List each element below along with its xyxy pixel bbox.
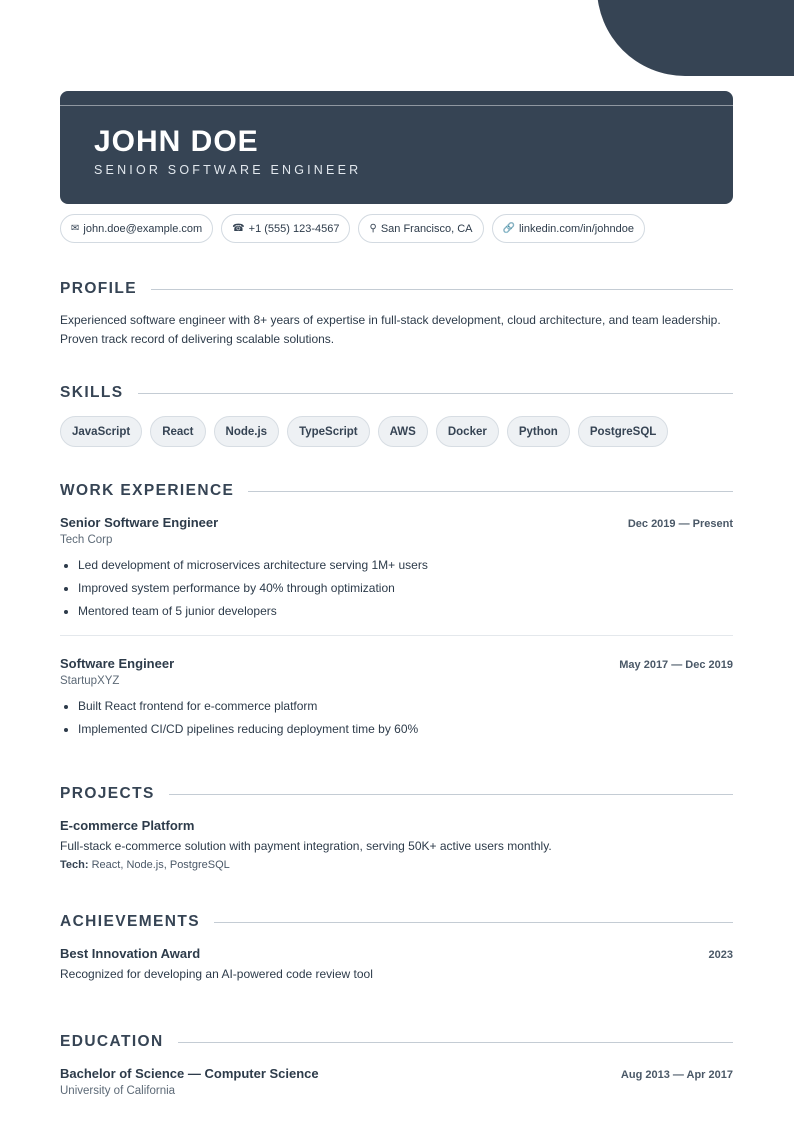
tech-label: Tech: — [60, 859, 89, 871]
skill-tag: TypeScript — [287, 416, 370, 447]
contact-linkedin[interactable] — [492, 214, 645, 243]
skill-tag: Node.js — [214, 416, 280, 447]
skill-tag: Docker — [436, 416, 499, 447]
achievement-description: Recognized for developing an AI-powered code review tool — [60, 967, 373, 981]
achievement-year: 2023 — [708, 949, 733, 961]
job-title: Software Engineer — [60, 656, 175, 671]
candidate-name: JOHN DOE — [94, 125, 259, 158]
education-section — [60, 1032, 733, 1097]
section-rule — [138, 393, 733, 394]
skills-heading — [60, 383, 733, 403]
job-bullets — [60, 695, 733, 741]
contact-location — [358, 214, 483, 243]
section-rule — [169, 794, 733, 795]
profile-text: Experienced software engineer with 8+ years of expertise in full-stack development, cloud architecture, and team leadership. Proven track record of delivering scalable solutions. — [60, 313, 721, 346]
project-description: Full-stack e-commerce solution with payment integration, serving 50K+ active users monthly. — [60, 839, 552, 853]
skill-tag: React — [150, 416, 205, 447]
entry-divider — [60, 635, 733, 636]
education-entry — [60, 1066, 733, 1097]
experience-heading — [60, 481, 733, 501]
corner-decoration — [597, 0, 794, 76]
list-item: • Mentored team of 5 junior developers — [78, 600, 733, 623]
job-bullets — [60, 554, 733, 623]
envelope-icon: ✉ — [71, 223, 80, 234]
section-title: EDUCATION — [60, 1033, 164, 1050]
education-dates: Aug 2013 — Apr 2017 — [620, 1069, 733, 1081]
list-item: • Built React frontend for e-commerce platform — [78, 695, 733, 718]
projects-section — [60, 784, 733, 871]
list-item: • Implemented CI/CD pipelines reducing deployment time by 60% — [78, 718, 733, 741]
achievements-heading — [60, 912, 733, 932]
skill-tag: AWS — [378, 416, 428, 447]
project-tech — [60, 859, 733, 871]
projects-heading — [60, 784, 733, 804]
contact-phone[interactable] — [221, 214, 350, 243]
section-rule — [214, 922, 733, 923]
skills-section — [60, 383, 733, 447]
contact-phone-text: +1 (555) 123-4567 — [248, 222, 340, 235]
section-title: WORK EXPERIENCE — [60, 482, 235, 499]
school: University of California — [60, 1085, 176, 1097]
skill-tag: JavaScript — [60, 416, 142, 447]
header-rule — [60, 105, 733, 106]
list-item: • Led development of microservices architecture serving 1M+ users — [78, 554, 733, 577]
location-pin-icon: ⚲ — [369, 223, 377, 234]
candidate-role: SENIOR SOFTWARE ENGINEER — [94, 163, 362, 177]
job-company: Tech Corp — [60, 534, 113, 546]
contact-email[interactable] — [60, 214, 213, 243]
skill-list — [60, 416, 733, 447]
degree: Bachelor of Science — Computer Science — [60, 1066, 319, 1081]
section-title: PROFILE — [60, 280, 137, 297]
section-title: PROJECTS — [60, 785, 155, 802]
skill-tag: PostgreSQL — [578, 416, 668, 447]
job-entry — [60, 656, 733, 741]
project-entry — [60, 818, 733, 871]
achievement-entry — [60, 946, 733, 984]
profile-heading — [60, 279, 733, 299]
job-dates: Dec 2019 — Present — [627, 518, 733, 530]
achievement-name: Best Innovation Award — [60, 946, 201, 961]
contact-location-text: San Francisco, CA — [380, 222, 473, 235]
list-item: • Improved system performance by 40% through optimization — [78, 577, 733, 600]
section-title: SKILLS — [60, 384, 124, 401]
tech-list: React, Node.js, PostgreSQL — [91, 859, 230, 871]
resume-header — [60, 91, 733, 204]
contact-email-text: john.doe@example.com — [83, 222, 203, 235]
project-name: E-commerce Platform — [60, 818, 195, 833]
job-dates: May 2017 — Dec 2019 — [619, 659, 733, 671]
education-heading — [60, 1032, 733, 1052]
section-title: ACHIEVEMENTS — [60, 913, 200, 930]
section-rule — [248, 491, 733, 492]
job-entry — [60, 515, 733, 623]
achievements-section — [60, 912, 733, 984]
link-icon: 🔗 — [502, 223, 515, 234]
section-rule — [151, 289, 733, 290]
section-rule — [178, 1042, 733, 1043]
job-title: Senior Software Engineer — [60, 515, 219, 530]
profile-section — [60, 279, 733, 349]
contact-linkedin-text: linkedin.com/in/johndoe — [518, 222, 634, 235]
job-company: StartupXYZ — [60, 675, 120, 687]
experience-section — [60, 481, 733, 741]
skill-tag: Python — [507, 416, 570, 447]
contact-bar — [60, 214, 645, 243]
phone-icon: ☎ — [232, 223, 245, 234]
